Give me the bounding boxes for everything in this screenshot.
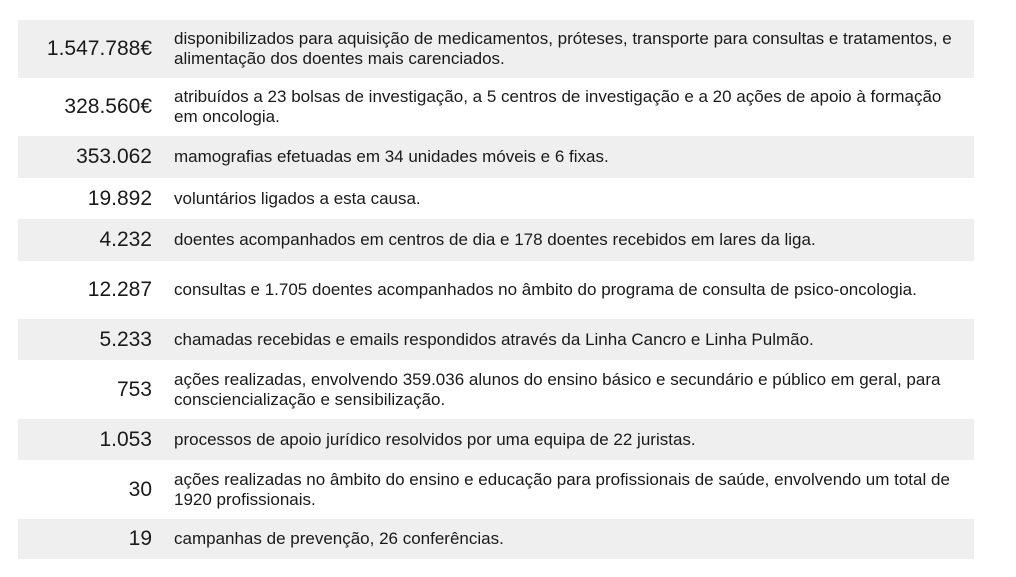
table-row xyxy=(18,136,974,178)
row-description: consultas e 1.705 doentes acompanhados no âmbito do programa de consulta de psico-oncologia. xyxy=(174,280,917,299)
row-value: 4.232 xyxy=(99,228,152,251)
row-description: doentes acompanhados em centros de dia e 178 doentes recebidos em lares da liga. xyxy=(174,230,816,249)
row-description: processos de apoio jurídico resolvidos por uma equipa de 22 juristas. xyxy=(174,429,696,449)
row-description: voluntários ligados a esta causa. xyxy=(174,188,421,208)
table-row xyxy=(18,460,974,519)
row-value: 1.053 xyxy=(99,427,152,451)
row-value: 1.547.788€ xyxy=(46,37,152,60)
row-value: 12.287 xyxy=(87,278,152,301)
table-row xyxy=(18,419,974,460)
row-description: ações realizadas no âmbito do ensino e educação para profissionais de saúde, envolvendo um total de 1920 profissionais. xyxy=(174,469,950,509)
table-row xyxy=(18,219,974,261)
statistics-table xyxy=(18,20,974,559)
table-row xyxy=(18,78,974,136)
row-description: atribuídos a 23 bolsas de investigação, a 5 centros de investigação e a 20 ações de apoio à formação em oncologia. xyxy=(174,87,942,126)
row-value: 353.062 xyxy=(76,145,152,168)
row-description: chamadas recebidas e emails respondidos através da Linha Cancro e Linha Pulmão. xyxy=(174,329,814,349)
row-value: 19.892 xyxy=(87,186,152,210)
row-value: 5.233 xyxy=(99,327,152,351)
row-description: mamografias efetuadas em 34 unidades móveis e 6 fixas. xyxy=(174,147,609,166)
table-row xyxy=(18,319,974,360)
row-value: 753 xyxy=(116,377,152,401)
row-value: 30 xyxy=(128,477,152,501)
table-row xyxy=(18,360,974,419)
table-row xyxy=(18,178,974,219)
row-description: campanhas de prevenção, 26 conferências. xyxy=(174,529,504,548)
row-description: disponibilizados para aquisição de medicamentos, próteses, transporte para consultas e tratamentos, e alimentação dos doentes mais carenciados. xyxy=(174,29,952,68)
table-row xyxy=(18,519,974,559)
row-value: 328.560€ xyxy=(64,95,152,118)
table-row xyxy=(18,20,974,78)
row-description: ações realizadas, envolvendo 359.036 alunos do ensino básico e secundário e público em geral, para consciencialização e sensibilização. xyxy=(174,369,941,409)
table-row xyxy=(18,261,974,319)
row-value: 19 xyxy=(128,527,152,550)
